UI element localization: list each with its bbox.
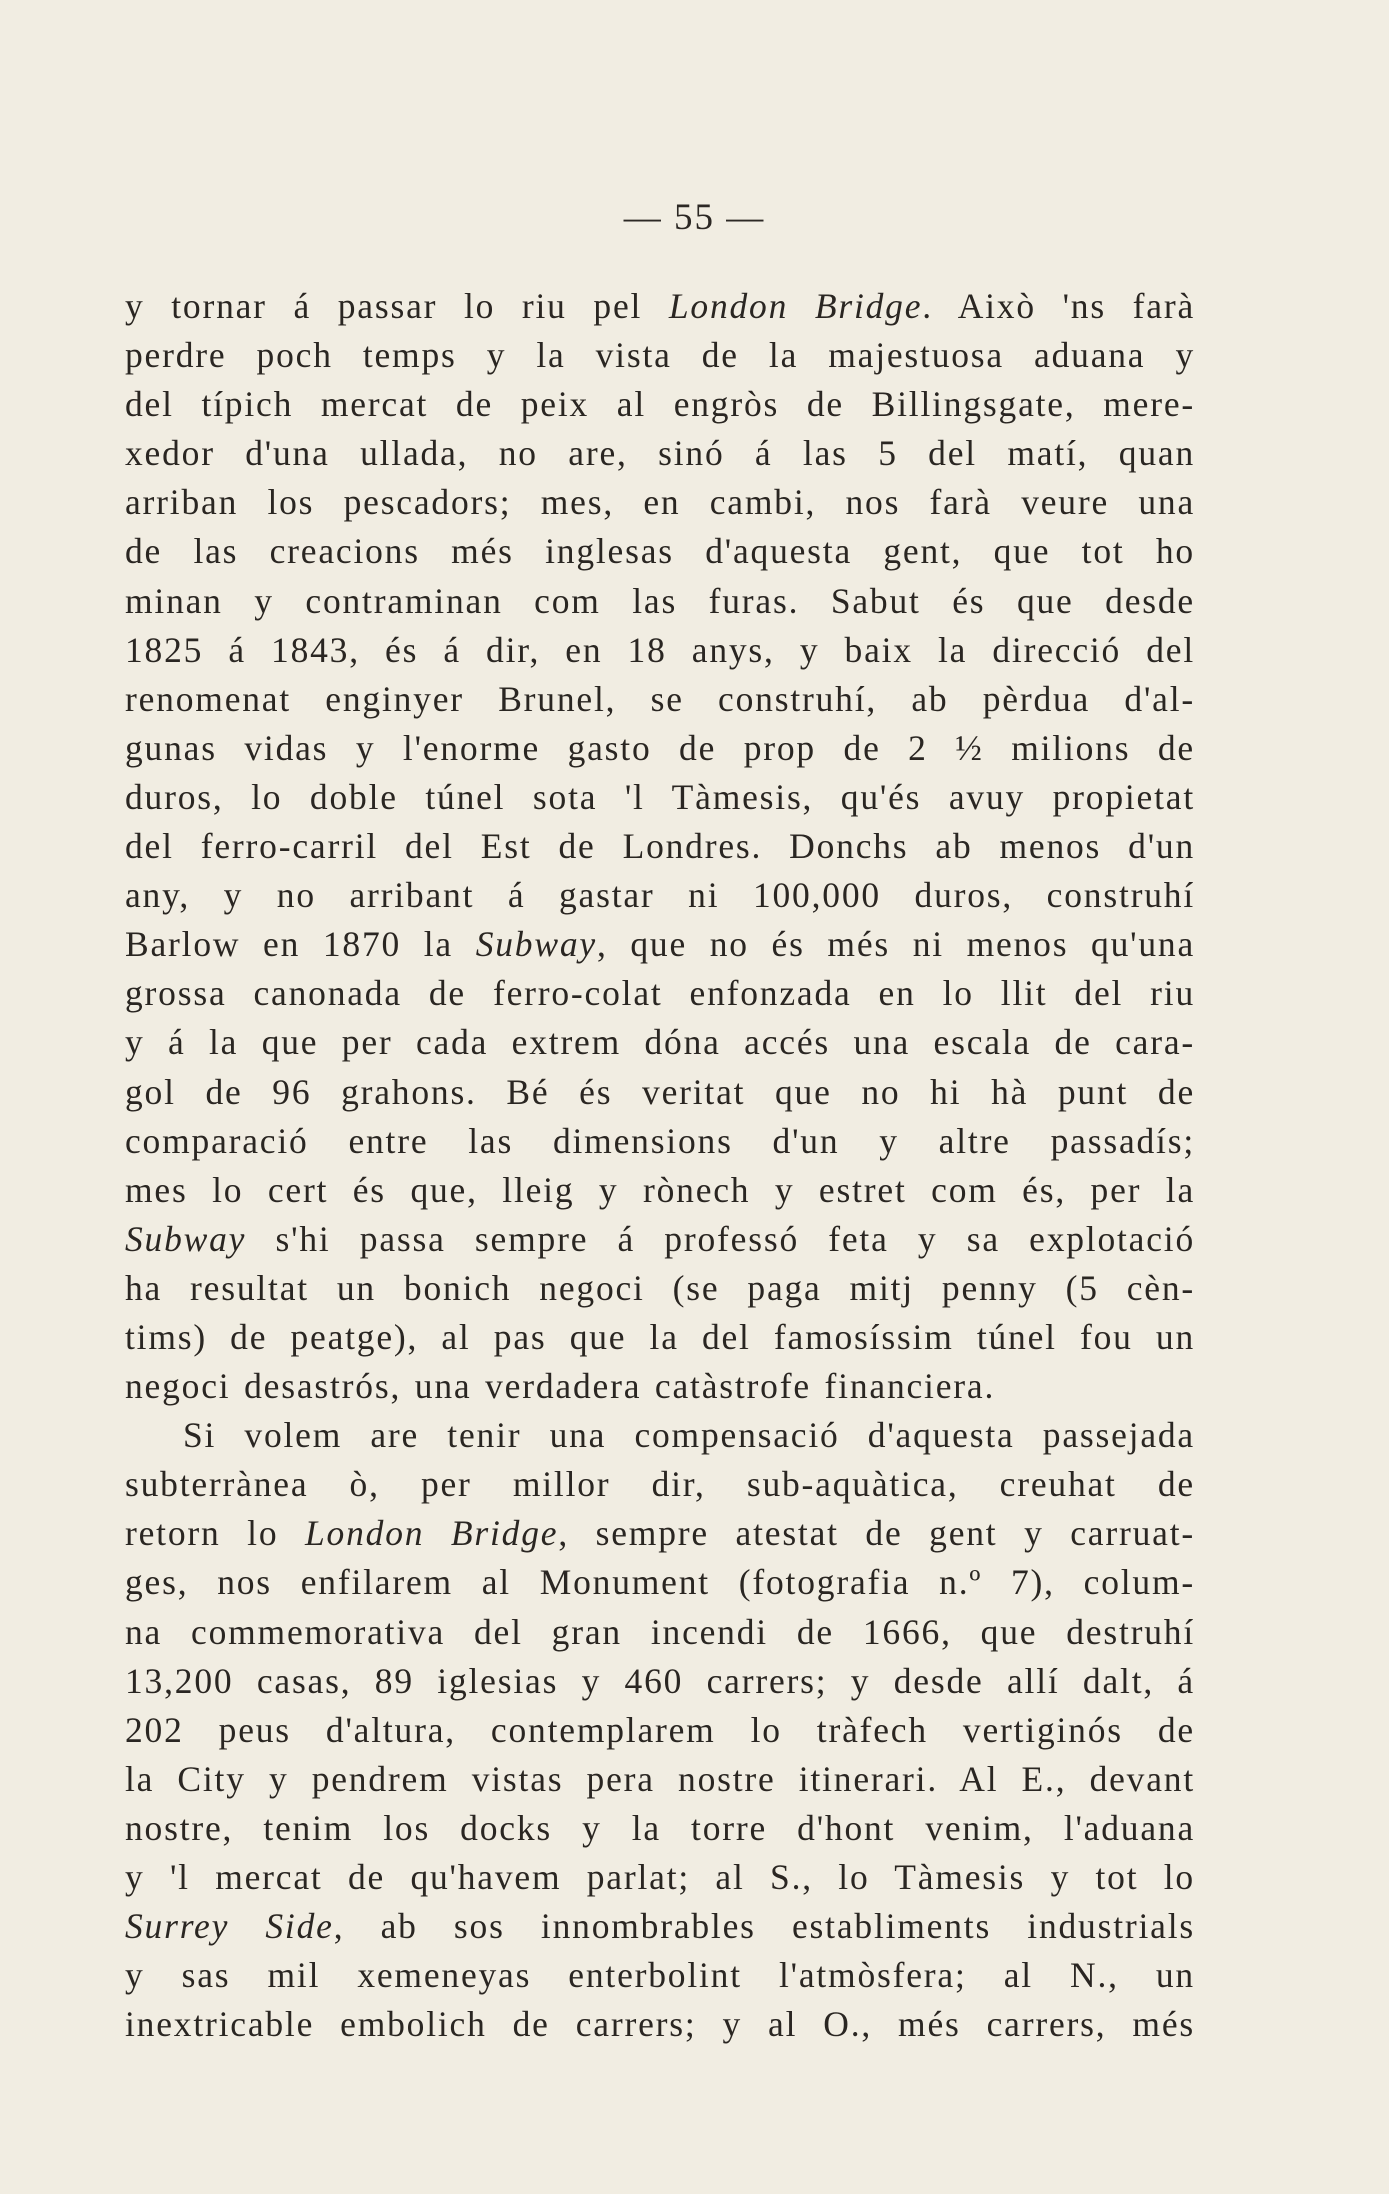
text-line: de las creacions més inglesas d'aquesta gent, que tot ho xyxy=(125,531,1195,572)
text-line: minan y contraminan com las furas. Sabut és que desde xyxy=(125,580,1195,621)
text-line: Subway s'hi passa sempre á professó feta y sa explotació xyxy=(125,1218,1195,1259)
text-line: mes lo cert és que, lleig y rònech y estret com és, per la xyxy=(125,1169,1195,1210)
text-line-paragraph-end: negoci desastrós, una verdadera catàstrofe financiera. xyxy=(125,1366,996,1407)
text-line: ges, nos enfilarem al Monument (fotografia n.º 7), colum- xyxy=(125,1562,1195,1603)
text-line: perdre poch temps y la vista de la majestuosa aduana y xyxy=(125,335,1195,376)
text-line: xedor d'una ullada, no are, sinó á las 5 del matí, quan xyxy=(125,433,1195,474)
text-line: la City y pendrem vistas pera nostre itinerari. Al E., devant xyxy=(125,1758,1195,1799)
text-line: del típich mercat de peix al engròs de Billingsgate, mere- xyxy=(125,384,1195,425)
text-line: del ferro-carril del Est de Londres. Donchs ab menos d'un xyxy=(125,826,1195,867)
text-line-paragraph-start: Si volem are tenir una compensació d'aquesta passejada xyxy=(183,1415,1195,1456)
text-line: y sas mil xemeneyas enterbolint l'atmòsfera; al N., un xyxy=(125,1955,1195,1996)
text-line: comparació entre las dimensions d'un y altre passadís; xyxy=(125,1120,1195,1161)
text-line: inextricable embolich de carrers; y al O., més carrers, més xyxy=(125,2004,1195,2045)
text-line: 1825 á 1843, és á dir, en 18 anys, y baix la direcció del xyxy=(125,629,1195,670)
text-line: na commemorativa del gran incendi de 1666, que destruhí xyxy=(125,1611,1195,1652)
body-text xyxy=(125,282,1195,2049)
text-line: Barlow en 1870 la Subway, que no és més ni menos qu'una xyxy=(125,924,1195,965)
text-line: 202 peus d'altura, contemplarem lo tràfech vertiginós de xyxy=(125,1709,1195,1750)
text-line: tims) de peatge), al pas que la del famosíssim túnel fou un xyxy=(125,1316,1195,1357)
text-line: 13,200 casas, 89 iglesias y 460 carrers; y desde allí dalt, á xyxy=(125,1660,1195,1701)
text-line: renomenat enginyer Brunel, se construhí, ab pèrdua d'al- xyxy=(125,678,1195,719)
text-line: retorn lo London Bridge, sempre atestat de gent y carruat- xyxy=(125,1513,1195,1554)
page-number: — 55 — xyxy=(623,197,766,238)
text-line: duros, lo doble túnel sota 'l Tàmesis, qu'és avuy propietat xyxy=(125,776,1195,817)
text-line: y tornar á passar lo riu pel London Bridge. Això 'ns farà xyxy=(125,286,1195,326)
text-line: Surrey Side, ab sos innombrables establiments industrials xyxy=(125,1906,1195,1947)
text-line: ha resultat un bonich negoci (se paga mitj penny (5 cèn- xyxy=(125,1267,1195,1308)
text-line: grossa canonada de ferro-colat enfonzada en lo llit del riu xyxy=(125,973,1195,1014)
text-line: nostre, tenim los docks y la torre d'hont venim, l'aduana xyxy=(125,1807,1195,1848)
text-line: gol de 96 grahons. Bé és veritat que no hi hà punt de xyxy=(125,1071,1195,1112)
text-line: any, y no arribant á gastar ni 100,000 duros, construhí xyxy=(125,875,1195,916)
text-line: gunas vidas y l'enorme gasto de prop de 2 ½ milions de xyxy=(125,727,1195,768)
text-line: y 'l mercat de qu'havem parlat; al S., lo Tàmesis y tot lo xyxy=(125,1857,1195,1897)
text-line: arriban los pescadors; mes, en cambi, nos farà veure una xyxy=(125,482,1195,523)
text-line: y á la que per cada extrem dóna accés una escala de cara- xyxy=(125,1022,1195,1063)
text-line: subterrànea ò, per millor dir, sub-aquàtica, creuhat de xyxy=(125,1464,1195,1505)
